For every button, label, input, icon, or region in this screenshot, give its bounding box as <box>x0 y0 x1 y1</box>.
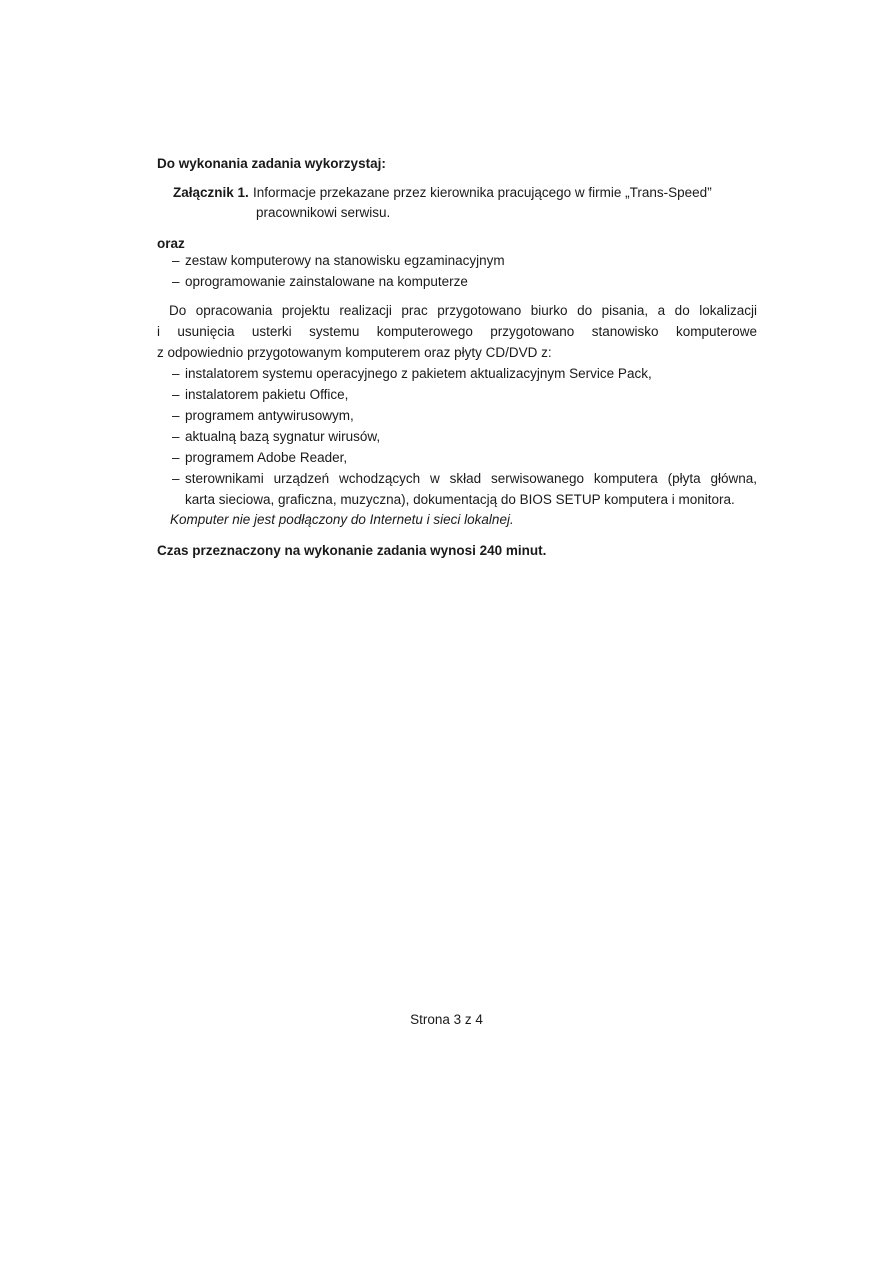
list-item <box>172 274 468 289</box>
list-item-text: instalatorem pakietu Office, <box>185 387 349 402</box>
attachment-text-line1: Informacje przekazane przez kierownika pracującego w firmie „Trans-Speed” <box>253 185 712 200</box>
attachment-text-line2: pracownikowi serwisu. <box>256 205 391 220</box>
list-item-text: programem antywirusowym, <box>185 408 354 423</box>
dash-bullet: – <box>172 253 180 268</box>
cd-dvd-list <box>172 366 757 513</box>
network-note: Komputer nie jest podłączony do Internetu i sieci lokalnej. <box>170 512 514 527</box>
dash-bullet: – <box>172 408 180 423</box>
list-item-text: oprogramowanie zainstalowane na komputerze <box>185 274 468 289</box>
time-statement: Czas przeznaczony na wykonanie zadania wynosi 240 minut. <box>157 543 547 558</box>
list-item <box>172 471 757 492</box>
paragraph-line: i usunięcia usterki systemu komputerowego przygotowano stanowisko komputerowe <box>157 324 757 339</box>
list-item-text: aktualną bazą sygnatur wirusów, <box>185 429 381 444</box>
list-item <box>172 429 757 450</box>
list-item-continuation: karta sieciowa, graficzna, muzyczna), dokumentacją do BIOS SETUP komputera i monitora. <box>185 492 735 507</box>
dash-bullet: – <box>172 450 180 465</box>
list-item <box>172 450 757 471</box>
list-item <box>172 387 757 408</box>
attachment-label: Załącznik 1. <box>173 185 249 200</box>
page-number-footer: Strona 3 z 4 <box>410 1012 483 1027</box>
paragraph-line: Do opracowania projektu realizacji prac przygotowano biurko do pisania, a do lokalizacji <box>169 303 757 318</box>
oraz-label: oraz <box>157 236 185 251</box>
dash-bullet: – <box>172 471 180 486</box>
list-item <box>172 408 757 429</box>
list-item-text: programem Adobe Reader, <box>185 450 348 465</box>
instructions-heading: Do wykonania zadania wykorzystaj: <box>157 156 386 171</box>
list-item <box>172 253 505 268</box>
dash-bullet: – <box>172 366 180 381</box>
dash-bullet: – <box>172 387 180 402</box>
paragraph-line: z odpowiednio przygotowanym komputerem oraz płyty CD/DVD z: <box>157 345 552 360</box>
list-item <box>172 366 757 387</box>
list-item-text: sterownikami urządzeń wchodzących w skład serwisowanego komputera (płyta główna, <box>185 471 757 486</box>
dash-bullet: – <box>172 274 180 289</box>
dash-bullet: – <box>172 429 180 444</box>
description-paragraph <box>157 303 757 366</box>
list-item-text: zestaw komputerowy na stanowisku egzaminacyjnym <box>185 253 505 268</box>
list-item-text: instalatorem systemu operacyjnego z pakietem aktualizacyjnym Service Pack, <box>185 366 652 381</box>
